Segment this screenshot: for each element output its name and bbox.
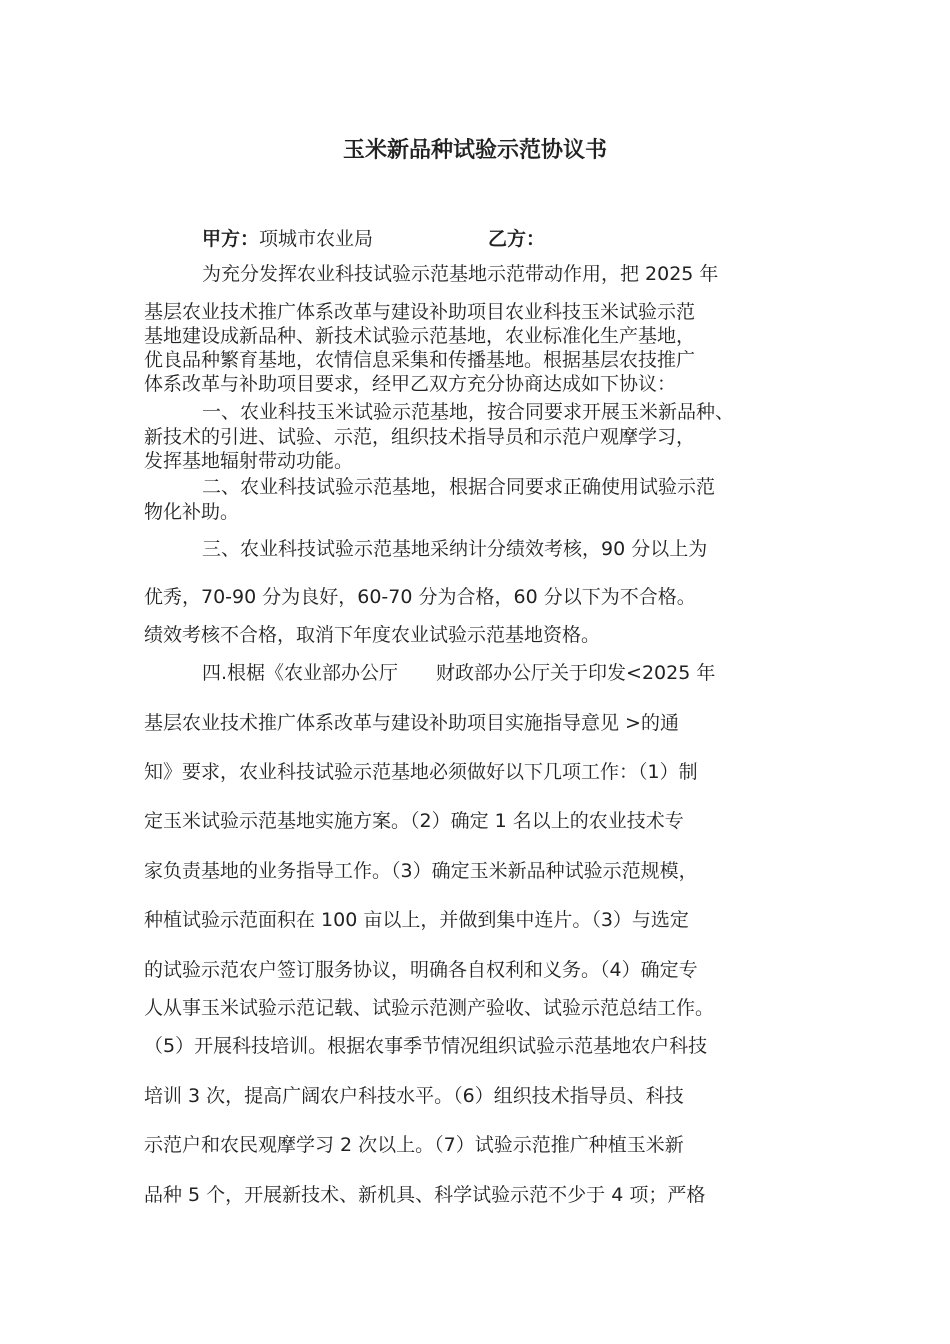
party-b-label: 乙方：	[488, 228, 546, 250]
text-line: 体系改革与补助项目要求，经甲乙双方充分协商达成如下协议：	[144, 373, 677, 395]
text-line: 定玉米试验示范基地实施方案。（2）确定 1 名以上的农业技术专	[144, 810, 684, 832]
text-line: 一、农业科技玉米试验示范基地，按合同要求开展玉米新品种、	[202, 401, 735, 423]
text-line: 新技术的引进、试验、示范，组织技术指导员和示范户观摩学习，	[144, 426, 696, 448]
text-line: 物化补助。	[144, 501, 240, 523]
text-line: 为充分发挥农业科技试验示范基地示范带动作用，把 2025 年	[202, 263, 719, 285]
text-line: 四.根椐《农业部办公厅 财政部办公厅关于印发<2025 年	[202, 662, 716, 684]
text-line: 基层农业技术推广体系改革与建设补助项目农业科技玉米试验示范	[144, 301, 696, 323]
text-line: 基层农业技术推广体系改革与建设补助项目实施指导意见 >的通	[144, 712, 679, 734]
text-line: （5）开展科技培训。根据农事季节情况组织试验示范基地农户科技	[144, 1035, 708, 1057]
text-line: 品种 5 个，开展新技术、新机具、科学试验示范不少于 4 项；严格	[144, 1184, 706, 1206]
text-line: 基地建设成新品种、新技术试验示范基地，农业标准化生产基地，	[144, 325, 696, 347]
text-line: 种植试验示范面积在 100 亩以上，并做到集中连片。（3）与选定	[144, 909, 689, 931]
party-a-value: 项城市农业局	[259, 228, 374, 250]
text-line: 培训 3 次，提高广阔农户科技水平。（6）组织技术指导员、科技	[144, 1085, 684, 1107]
party-a-label: 甲方：	[202, 228, 260, 250]
text-line: 知》要求，农业科技试验示范基地必须做好以下几项工作：（1）制	[144, 761, 698, 783]
parties-row	[202, 224, 546, 251]
text-line: 优良品种繁育基地，农情信息采集和传播基地。根据基层农技推广	[144, 349, 696, 371]
text-line: 绩效考核不合格，取消下年度农业试验示范基地资格。	[144, 624, 601, 646]
text-line: 人从事玉米试验示范记载、试验示范测产验收、试验示范总结工作。	[144, 997, 715, 1019]
text-line: 三、农业科技试验示范基地采纳计分绩效考核，90 分以上为	[202, 538, 708, 560]
text-line: 发挥基地辐射带动功能。	[144, 450, 354, 472]
text-line: 示范户和农民观摩学习 2 次以上。（7）试验示范推广种植玉米新	[144, 1134, 684, 1156]
text-line: 优秀，70-90 分为良好，60-70 分为合格，60 分以下为不合格。	[144, 586, 696, 608]
text-line: 的试验示范农户签订服务协议，明确各自权利和义务。（4）确定专	[144, 959, 698, 981]
text-line: 家负责基地的业务指导工作。（3）确定玉米新品种试验示范规模，	[144, 860, 698, 882]
document-title: 玉米新品种试验示范协议书	[342, 138, 607, 163]
text-line: 二、农业科技试验示范基地，根据合同要求正确使用试验示范	[202, 476, 716, 498]
